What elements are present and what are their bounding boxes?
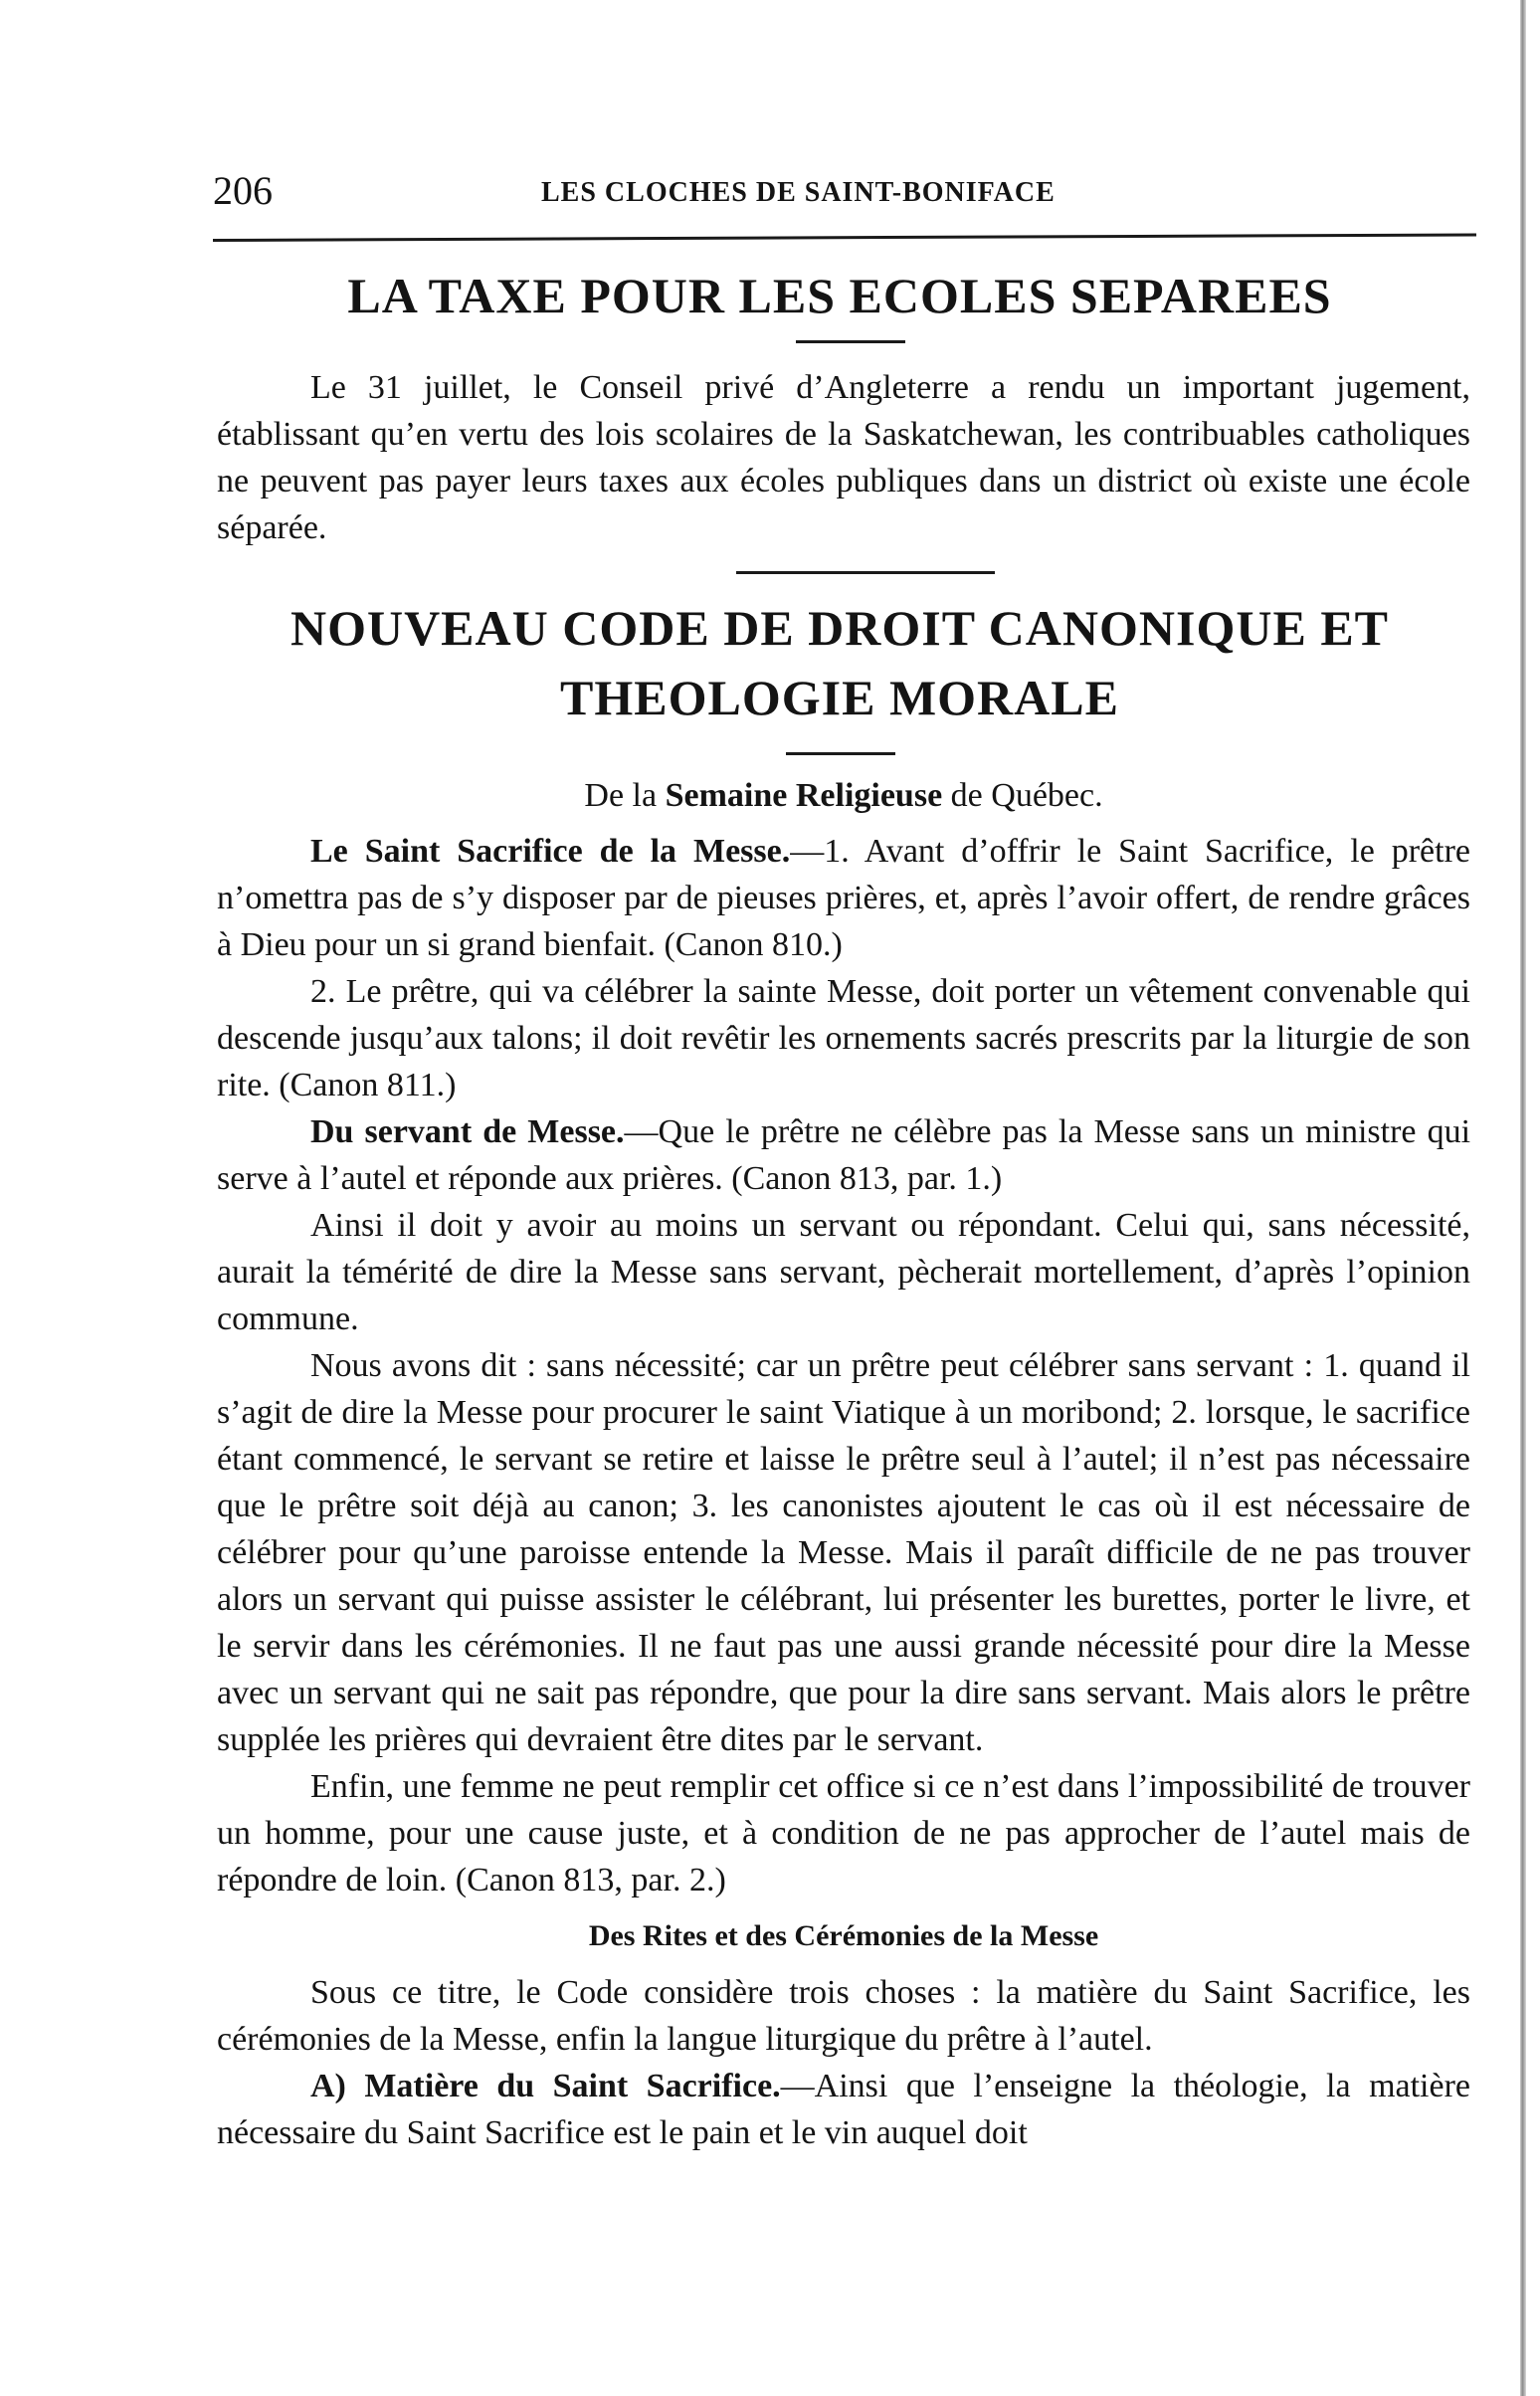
scan-edge bbox=[1520, 0, 1526, 2396]
section-title-code bbox=[213, 593, 1466, 732]
divider-rule bbox=[786, 752, 895, 755]
lead-servant: Du servant de Messe. bbox=[310, 1113, 625, 1150]
paragraph-titre: Sous ce titre, le Code considère trois choses : la matière du Saint Sacrifice, les cérémonies de la Messe, enfin la langue liturgique du prêtre à l’autel. bbox=[217, 1974, 1470, 2058]
source-prefix: De la bbox=[584, 777, 666, 814]
section-title-taxe: LA TAXE POUR LES ECOLES SEPAREES bbox=[347, 268, 1332, 323]
paragraph-femme: Enfin, une femme ne peut remplir cet office si ce n’est dans l’impossibilité de trouver un homme, pour une cause juste, et à condition de ne pas approcher de l’autel mais de répondre de loin. (Canon 813, par. 2.) bbox=[217, 1768, 1470, 1898]
paragraph-text: —1. Avant d’offrir le Saint Sacrifice, le prêtre n’omettra pas de s’y disposer par de pieuses prières, et, après l’avoir offert, de rendre grâces à Dieu pour un si grand bienfait. (Canon 810.) bbox=[217, 833, 1470, 963]
paragraph-vetement: 2. Le prêtre, qui va célébrer la sainte Messe, doit porter un vêtement convenable qui descende jusqu’aux talons; il doit revêtir les ornements sacrés prescrits par la liturgie de son rite. (Canon 811.) bbox=[217, 973, 1470, 1103]
running-head bbox=[213, 167, 1466, 215]
section-title-line2: THEOLOGIE MORALE bbox=[560, 670, 1119, 725]
paragraph-text: —Ainsi que l’enseigne la théologie, la matière nécessaire du Saint Sacrifice est le pain et le vin auquel doit bbox=[217, 2068, 1470, 2151]
subheading-rites: Des Rites et des Cérémonies de la Messe bbox=[588, 1919, 1099, 1952]
source-name: Semaine Religieuse bbox=[665, 777, 943, 814]
article-body bbox=[217, 828, 1470, 2156]
paragraph-sans-necessite: Nous avons dit : sans nécessité; car un prêtre peut célébrer sans servant : 1. quand il s’agit de dire la Messe pour procurer le saint Viatique à un moribond; 2. lorsque, le sacrifice étant commencé, le servant se retire et laisse le prêtre seul à l’autel; il n’est pas nécessaire que le prêtre soit déjà au canon; 3. les canonistes ajoutent le cas où il est nécessaire de célébrer pour qu’une paroisse entende la Messe. Mais il paraît difficile de ne pas trouver alors un servant qui puisse assister le célébrant, lui présenter les burettes, porter le livre, et le servir dans les cérémonies. Il ne faut pas une aussi grande nécessité pour dire la Messe avec un servant qui ne sait pas répondre, que pour la dire sans servant. Mais alors le prêtre supplée les prières qui devraient être dites par le servant. bbox=[217, 1347, 1470, 1758]
header-rule bbox=[213, 233, 1476, 242]
page-number: 206 bbox=[213, 168, 273, 213]
paragraph-repondant: Ainsi il doit y avoir au moins un servant ou répondant. Celui qui, sans nécessité, aurait la témérité de dire la Messe sans servant, pècherait mortellement, d’après l’opinion commune. bbox=[217, 1207, 1470, 1337]
divider-rule bbox=[736, 571, 995, 574]
source-line bbox=[217, 772, 1470, 819]
paragraph-text: —Que le prêtre ne célèbre pas la Messe sans un ministre qui serve à l’autel et réponde aux prières. (Canon 813, par. 1.) bbox=[217, 1113, 1471, 1197]
source-suffix: de Québec. bbox=[942, 777, 1103, 814]
paragraph-saint-sacrifice bbox=[217, 828, 1470, 968]
lead-saint-sacrifice: Le Saint Sacrifice de la Messe. bbox=[310, 833, 791, 870]
divider-rule bbox=[796, 340, 905, 343]
paragraph-matiere bbox=[217, 2063, 1470, 2156]
paragraph-servant bbox=[217, 1108, 1470, 1202]
lead-matiere: A) Matière du Saint Sacrifice. bbox=[310, 2068, 781, 2104]
section-title-line1: NOUVEAU CODE DE DROIT CANONIQUE ET bbox=[289, 600, 1390, 656]
taxe-paragraph: Le 31 juillet, le Conseil privé d’Angleterre a rendu un important jugement, établissant qu’en vertu des lois scolaires de la Saskatchewan, les contribuables catholiques ne peuvent pas payer leurs taxes aux écoles publiques dans un district où existe une école séparée. bbox=[217, 369, 1470, 546]
running-title: LES CLOCHES DE SAINT-BONIFACE bbox=[541, 177, 1056, 208]
